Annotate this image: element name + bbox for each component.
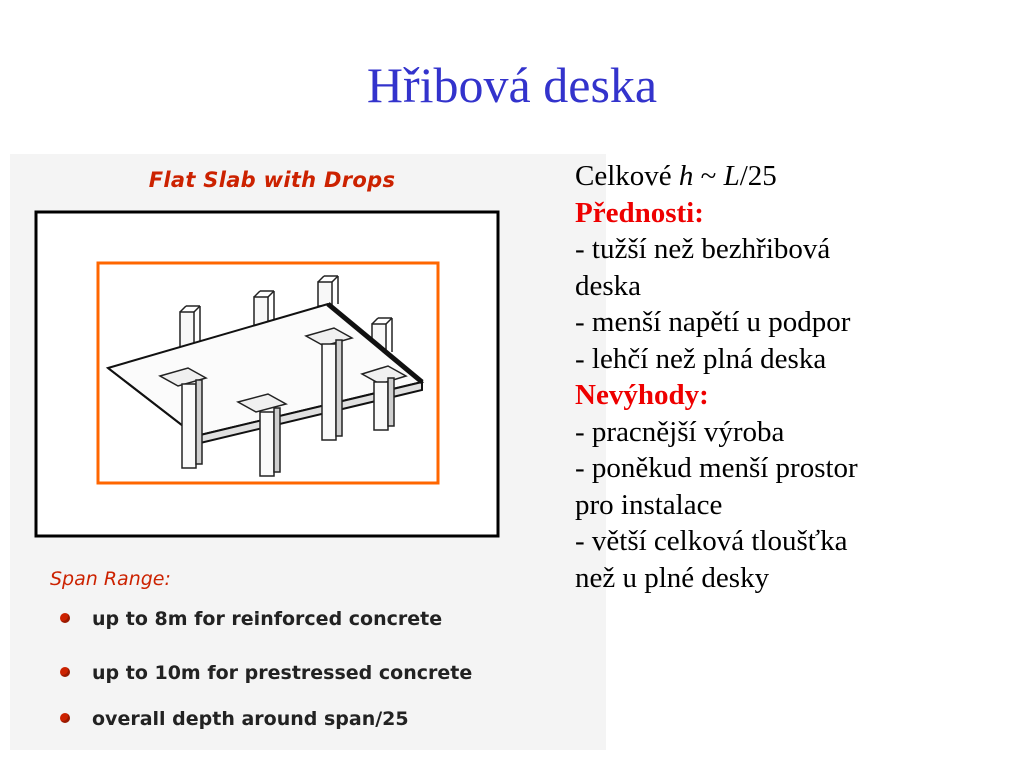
span-bullet: up to 10m for prestressed concrete bbox=[60, 662, 472, 684]
total-depth-line: Celkové h ~ L/25 bbox=[575, 160, 777, 192]
disadvantage-line: pro instalace bbox=[575, 488, 723, 521]
flat-slab-figure bbox=[10, 154, 606, 750]
column-front-right bbox=[322, 340, 342, 440]
disadvantages-heading: Nevýhody: bbox=[575, 379, 709, 411]
bullet-dot-icon bbox=[60, 713, 70, 723]
figure-title: Flat Slab with Drops bbox=[148, 168, 396, 192]
span-bullet: up to 8m for reinforced concrete bbox=[60, 608, 442, 630]
column-front-left bbox=[182, 380, 202, 468]
advantage-line: - lehčí než plná deska bbox=[575, 342, 827, 375]
disadvantage-line: než u plné desky bbox=[575, 561, 770, 594]
bullet-dot-icon bbox=[60, 613, 70, 623]
flat-slab-diagram bbox=[10, 154, 606, 750]
advantage-line: - tužší než bezhřibová bbox=[575, 233, 831, 265]
advantages-heading: Přednosti: bbox=[575, 196, 704, 229]
span-range-heading: Span Range: bbox=[50, 568, 171, 590]
slide-title: Hřibová deska bbox=[366, 57, 658, 113]
column-front-mid bbox=[260, 408, 280, 476]
bullet-dot-icon bbox=[60, 667, 70, 677]
disadvantage-line: - poněkud menší prostor bbox=[575, 452, 858, 484]
span-bullet: overall depth around span/25 bbox=[60, 708, 409, 730]
advantage-line: - menší napětí u podpor bbox=[575, 306, 851, 338]
advantage-line: deska bbox=[575, 269, 642, 302]
column-front-farright bbox=[374, 378, 394, 430]
disadvantage-line: - větší celková tloušťka bbox=[575, 525, 848, 557]
disadvantage-line: - pracnější výroba bbox=[575, 415, 785, 448]
text-panel bbox=[575, 158, 1015, 596]
